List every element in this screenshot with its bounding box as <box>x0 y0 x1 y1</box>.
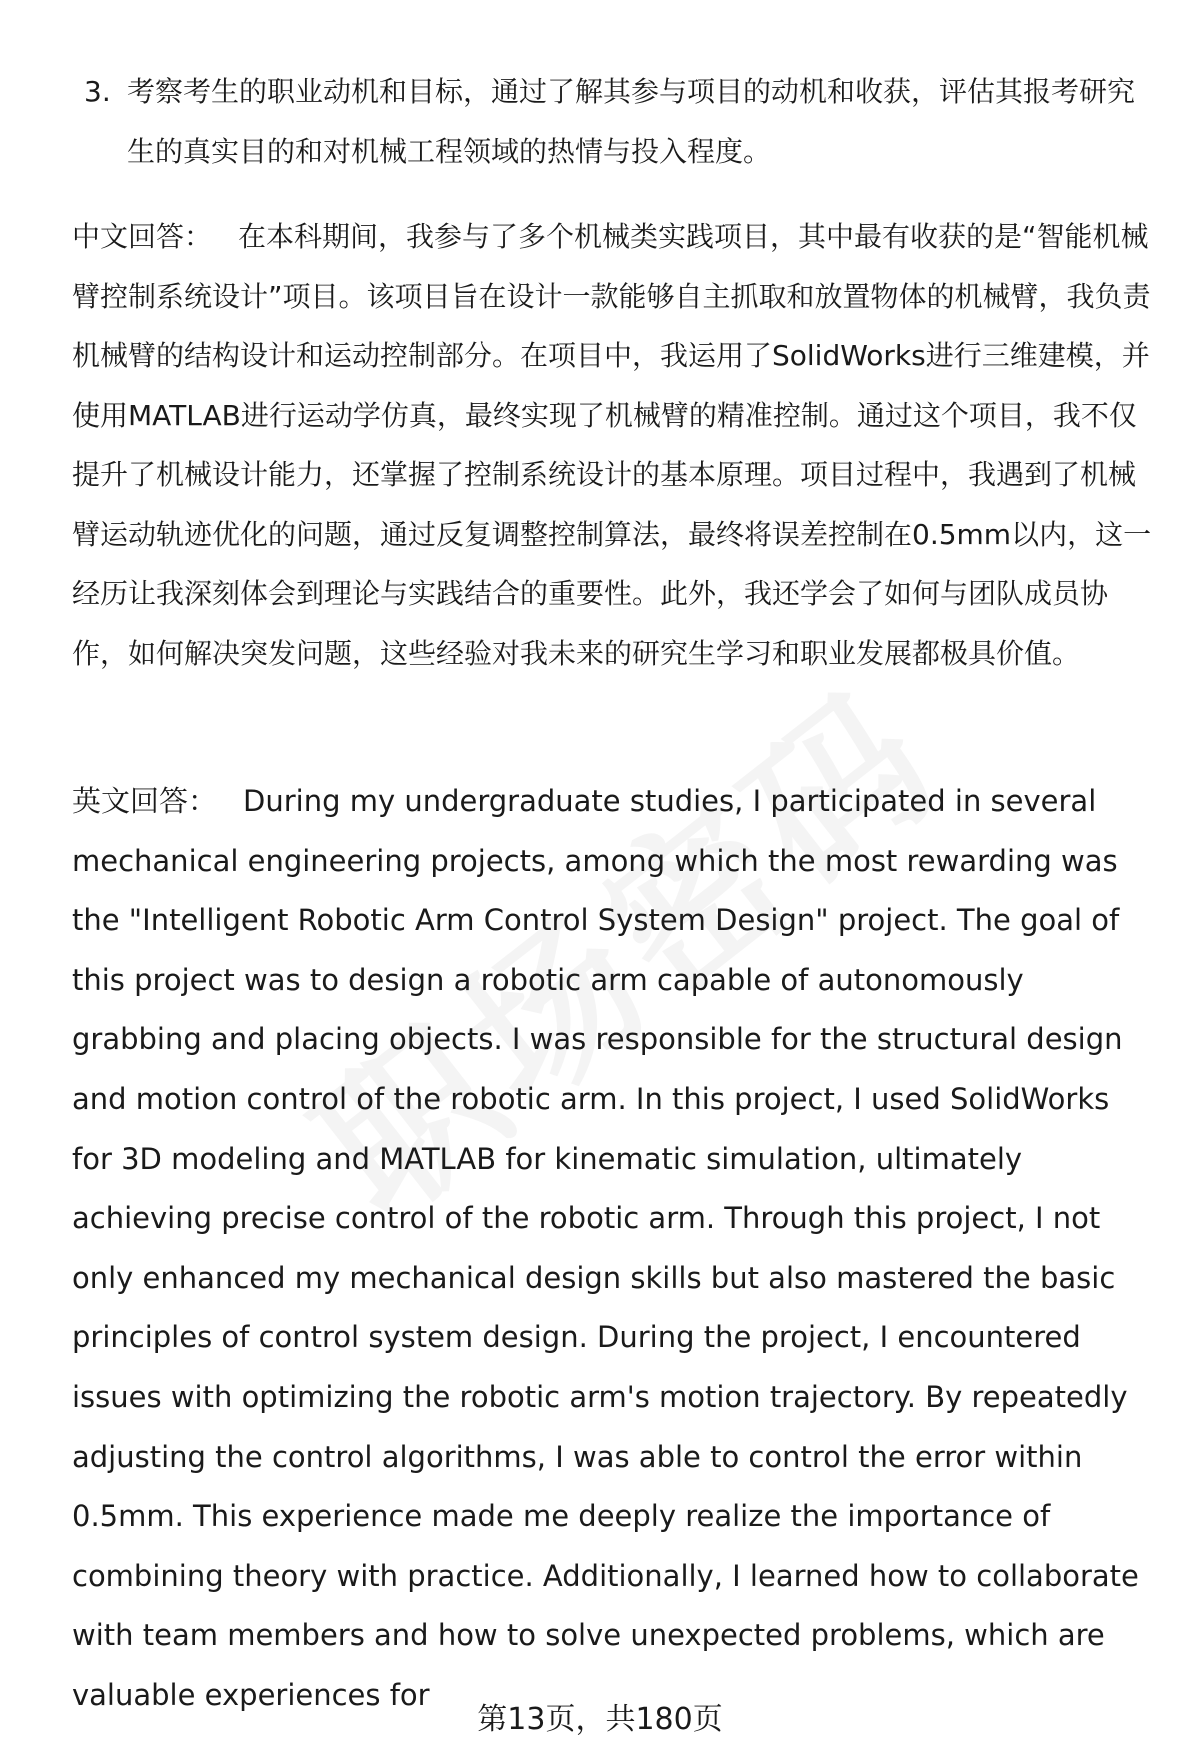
item-number: 3. <box>84 75 111 108</box>
page-footer: 第13页，共180页 <box>477 1702 723 1737</box>
numbered-item <box>72 62 1142 182</box>
item-text: 考察考生的职业动机和目标，通过了解其参与项目的动机和收获，评估其报考研究生的真实目的和对机械工程领域的热情与投入程度。 <box>127 75 1136 168</box>
english-answer-text: During my undergraduate studies, I participated in several mechanical engineering projects, among which the most rewarding was the "Intelligent Robotic Arm Control System Design" project. The goal of this project was to design a robotic arm capable of autonomously grabbing and placing objects. I was responsible for the structural design and motion control of the robotic arm. In this project, I used SolidWorks for 3D modeling and MATLAB for kinematic simulation, ultimately achieving precise control of the robotic arm. Through this project, I not only enhanced my mechanical design skills but also mastered the basic principles of control system design. During the project, I encountered issues with optimizing the robotic arm's motion trajectory. By repeatedly adjusting the control algorithms, I was able to control the error within 0.5mm. This experience made me deeply realize the importance of combining theory with practice. Additionally, I learned how to collaborate with team members and how to solve unexpected problems, which are valuable experiences for <box>72 784 1139 1712</box>
chinese-answer-text: 在本科期间，我参与了多个机械类实践项目，其中最有收获的是“智能机械臂控制系统设计”项目。该项目旨在设计一款能够自主抓取和放置物体的机械臂，我负责机械臂的结构设计和运动控制部分。在项目中，我运用了SolidWorks进行三维建模，并使用MATLAB进行运动学仿真，最终实现了机械臂的精准控制。通过这个项目，我不仅提升了机械设计能力，还掌握了控制系统设计的基本原理。项目过程中，我遇到了机械臂运动轨迹优化的问题，通过反复调整控制算法，最终将误差控制在0.5mm以内，这一经历让我深刻体会到理论与实践结合的重要性。此外，我还学会了如何与团队成员协作，如何解决突发问题，这些经验对我未来的研究生学习和职业发展都极具价值。 <box>72 220 1152 670</box>
english-answer-paragraph <box>72 772 1157 1726</box>
chinese-answer-paragraph <box>72 207 1157 683</box>
english-answer-label: 英文回答： <box>72 784 218 818</box>
chinese-answer-label: 中文回答： <box>72 220 213 253</box>
